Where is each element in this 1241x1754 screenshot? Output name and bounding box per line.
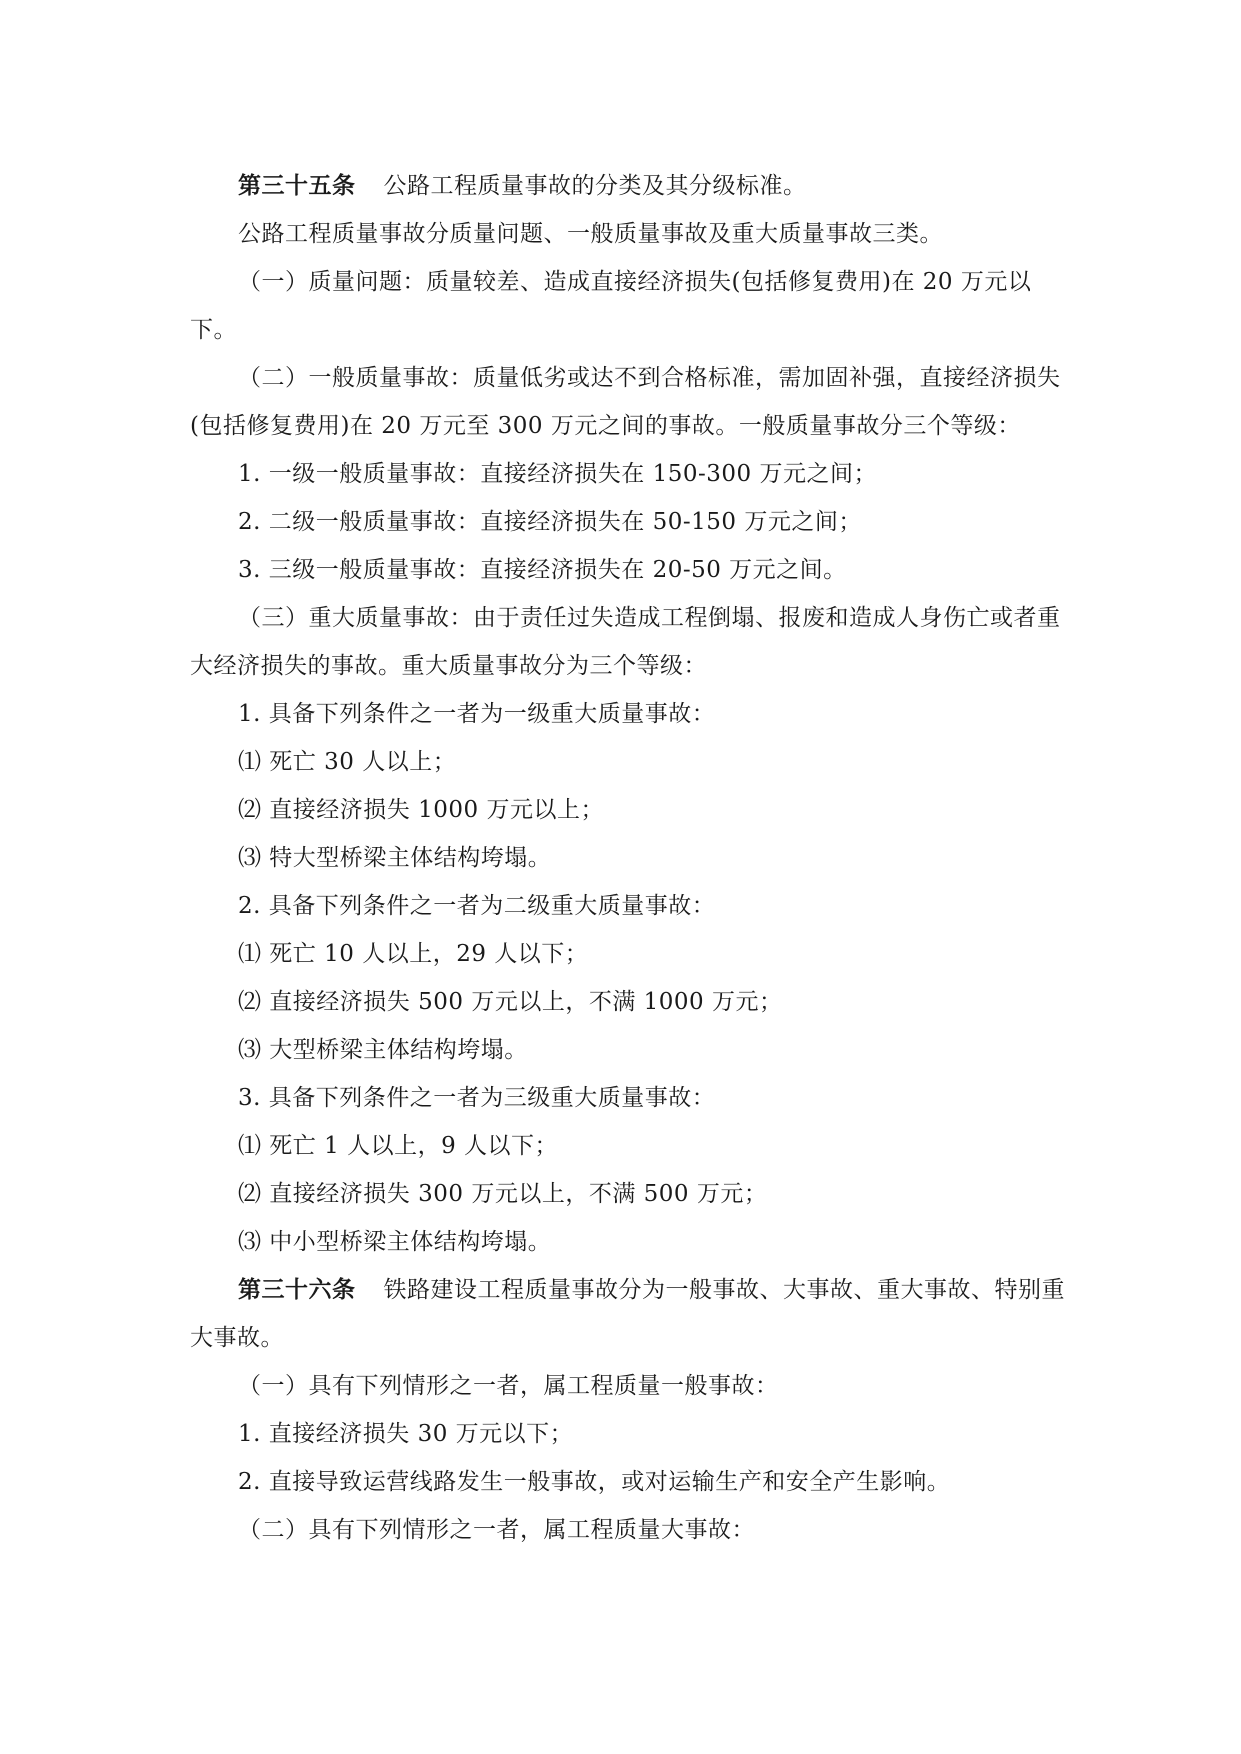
article-35-heading: 第三十五条 (238, 173, 356, 199)
list-item: 3. 具备下列条件之一者为三级重大质量事故： (238, 1085, 716, 1111)
list-item: ⑵ 直接经济损失 1000 万元以上； (238, 797, 604, 823)
paragraph: （一）具有下列情形之一者，属工程质量一般事故： (238, 1373, 779, 1399)
list-item: ⑶ 中小型桥梁主体结构垮塌。 (238, 1229, 552, 1255)
article-36-title: 铁路建设工程质量事故分为一般事故、大事故、重大事故、特别重大事故。 (190, 1277, 1065, 1351)
list-item: 2. 二级一般质量事故：直接经济损失在 50-150 万元之间； (238, 509, 862, 535)
paragraph: （一）质量问题：质量较差、造成直接经济损失(包括修复费用)在 20 万元以下。 (190, 269, 1032, 343)
list-item: 1. 直接经济损失 30 万元以下； (238, 1421, 574, 1447)
list-item: ⑶ 特大型桥梁主体结构垮塌。 (238, 845, 552, 871)
paragraph: （二）具有下列情形之一者，属工程质量大事故： (238, 1517, 755, 1543)
paragraph: 公路工程质量事故分质量问题、一般质量事故及重大质量事故三类。 (238, 221, 943, 247)
paragraph: （二）一般质量事故：质量低劣或达不到合格标准，需加固补强，直接经济损失(包括修复费用)在 20 万元至 300 万元之间的事故。一般质量事故分三个等级： (190, 365, 1061, 439)
article-35-heading-paragraph (190, 162, 1070, 210)
list-item: ⑴ 死亡 10 人以上，29 人以下； (238, 941, 589, 967)
article-36-heading-paragraph (190, 1266, 1070, 1362)
list-item: 1. 具备下列条件之一者为一级重大质量事故： (238, 701, 716, 727)
list-item: 3. 三级一般质量事故：直接经济损失在 20-50 万元之间。 (238, 557, 847, 583)
list-item: 1. 一级一般质量事故：直接经济损失在 150-300 万元之间； (238, 461, 877, 487)
document-body (190, 162, 1070, 1554)
list-item: ⑴ 死亡 1 人以上，9 人以下； (238, 1133, 559, 1159)
list-item: ⑶ 大型桥梁主体结构垮塌。 (238, 1037, 528, 1063)
article-36-heading: 第三十六条 (238, 1277, 356, 1303)
list-item: ⑴ 死亡 30 人以上； (238, 749, 457, 775)
article-35-title: 公路工程质量事故的分类及其分级标准。 (383, 173, 807, 199)
list-item: ⑵ 直接经济损失 500 万元以上，不满 1000 万元； (238, 989, 783, 1015)
list-item: 2. 直接导致运营线路发生一般事故，或对运输生产和安全产生影响。 (238, 1469, 951, 1495)
paragraph: （三）重大质量事故：由于责任过失造成工程倒塌、报废和造成人身伤亡或者重大经济损失的事故。重大质量事故分为三个等级： (190, 605, 1061, 679)
list-item: 2. 具备下列条件之一者为二级重大质量事故： (238, 893, 716, 919)
list-item: ⑵ 直接经济损失 300 万元以上，不满 500 万元； (238, 1181, 768, 1207)
